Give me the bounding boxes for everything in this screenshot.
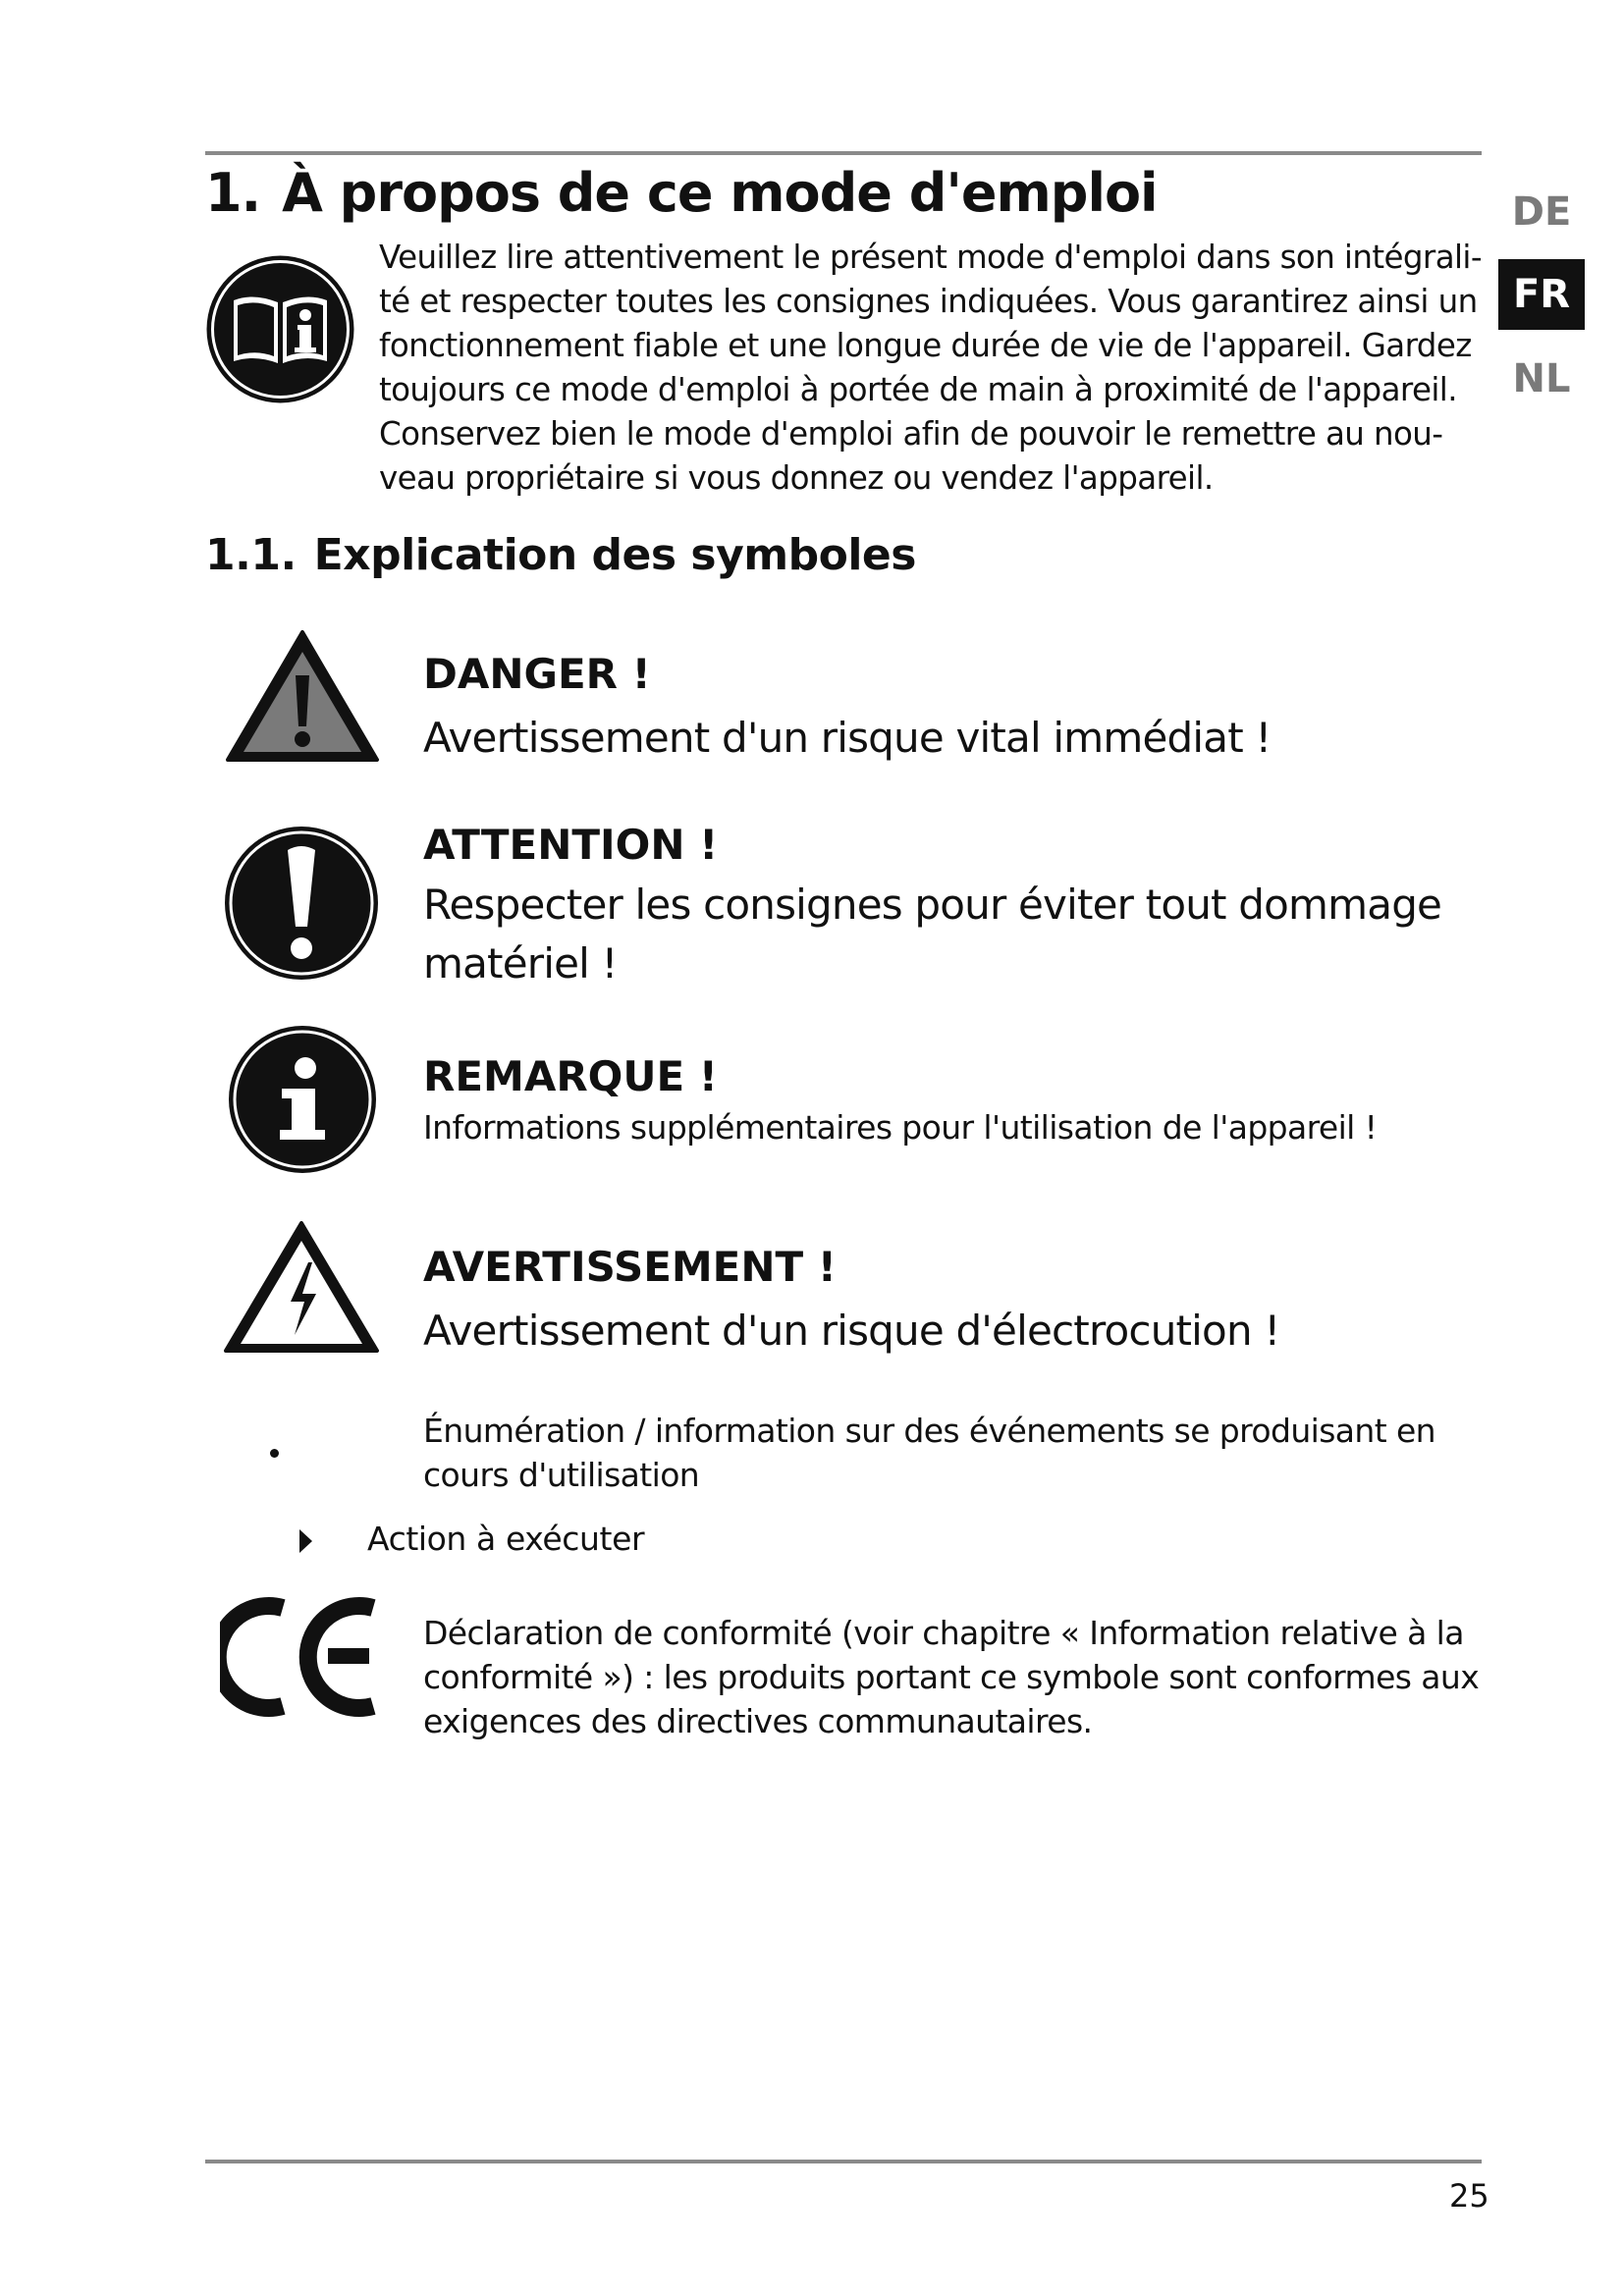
ce-line: exigences des directives communautaires. — [423, 1702, 1093, 1740]
read-manual-icon — [204, 253, 356, 405]
danger-title: DANGER ! — [423, 650, 651, 698]
intro-paragraph — [379, 236, 1482, 501]
ce-line: conformité ») : les produits portant ce symbole sont conformes aux — [423, 1658, 1480, 1696]
bullet-dot-icon — [270, 1449, 279, 1458]
danger-triangle-icon — [224, 628, 381, 766]
intro-line: toujours ce mode d'emploi à portée de main à proximité de l'appareil. — [379, 371, 1457, 408]
attention-line: matériel ! — [423, 939, 618, 988]
enumeration-description — [423, 1409, 1435, 1497]
intro-line: veau propriétaire si vous donnez ou vendez l'appareil. — [379, 459, 1214, 497]
intro-line: fonctionnement fiable et une longue durée de vie de l'appareil. Gardez — [379, 327, 1472, 364]
remarque-description — [423, 1105, 1484, 1149]
tab-language-de[interactable]: DE — [1511, 189, 1572, 235]
info-circle-icon — [227, 1024, 378, 1175]
danger-line: Avertissement d'un risque vital immédiat ! — [423, 714, 1272, 762]
subsection-heading — [205, 530, 916, 580]
attention-description — [423, 876, 1484, 993]
attention-exclamation-icon — [223, 825, 380, 982]
section-title: À propos de ce mode d'emploi — [282, 162, 1158, 224]
remarque-title: REMARQUE ! — [423, 1052, 718, 1100]
section-number: 1. — [205, 162, 261, 224]
tab-language-fr[interactable]: FR — [1498, 259, 1585, 330]
subsection-number: 1.1. — [205, 530, 297, 580]
arrow-right-icon — [299, 1529, 312, 1553]
intro-line: té et respecter toutes les consignes indiquées. Vous garantirez ainsi un — [379, 283, 1478, 320]
subsection-title: Explication des symboles — [313, 530, 916, 580]
attention-line: Respecter les consignes pour éviter tout dommage — [423, 881, 1442, 929]
danger-description — [423, 709, 1484, 768]
action-description: Action à exécuter — [367, 1520, 645, 1558]
electric-shock-triangle-icon — [222, 1219, 381, 1357]
ce-line: Déclaration de conformité (voir chapitre « Information relative à la — [423, 1614, 1464, 1652]
top-rule — [205, 151, 1482, 155]
page-number: 25 — [1449, 2177, 1489, 2215]
remarque-line: Informations supplémentaires pour l'utilisation de l'appareil ! — [423, 1108, 1378, 1147]
avertissement-line: Avertissement d'un risque d'électrocution ! — [423, 1307, 1280, 1355]
intro-line: Conservez bien le mode d'emploi afin de pouvoir le remettre au nou- — [379, 415, 1443, 453]
bottom-rule — [205, 2160, 1482, 2163]
enumeration-line: Énumération / information sur des événements se produisant en — [423, 1412, 1435, 1450]
tab-language-nl[interactable]: NL — [1512, 356, 1571, 401]
attention-title: ATTENTION ! — [423, 821, 719, 869]
enumeration-line: cours d'utilisation — [423, 1456, 700, 1494]
avertissement-title: AVERTISSEMENT ! — [423, 1243, 837, 1291]
ce-description — [423, 1611, 1479, 1743]
ce-mark-icon — [220, 1594, 385, 1720]
section-heading — [205, 162, 1158, 224]
avertissement-description — [423, 1302, 1484, 1361]
intro-line: Veuillez lire attentivement le présent mode d'emploi dans son intégrali- — [379, 239, 1482, 276]
